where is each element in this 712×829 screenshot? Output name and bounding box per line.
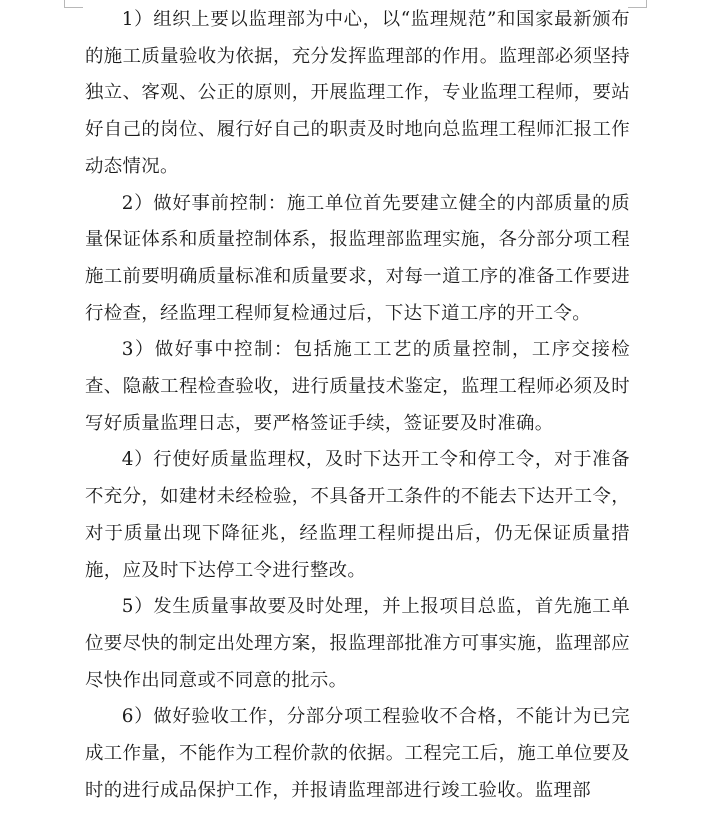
paragraph-4: 4）行使好质量监理权，及时下达开工令和停工令，对于准备不充分，如建材未经检验，不具备开工条件的不能去下达开工令，对于质量出现下降征兆，经监理工程师提出后，仍无保证质量措施，应及时下达停工令进行整改。 — [85, 449, 630, 581]
paragraph-6: 6）做好验收工作，分部分项工程验收不合格，不能计为已完成工作量，不能作为工程价款的依据。工程完工后，施工单位要及时的进行成品保护工作，并报请监理部进行竣工验收。监理部 — [85, 706, 630, 801]
paragraph-2: 2）做好事前控制：施工单位首先要建立健全的内部质量的质量保证体系和质量控制体系，报监理部监理实施，各分部分项工程施工前要明确质量标准和质量要求，对每一道工序的准备工作要进行检查，经监理工程师复检通过后，下达下道工序的开工令。 — [85, 192, 630, 324]
paragraph-1: 1）组织上要以监理部为中心，以“监理规范”和国家最新颁布的施工质量验收为依据，充分发挥监理部的作用。监理部必须坚持独立、客观、公正的原则，开展监理工作，专业监理工程师，要站好自己的岗位、履行好自己的职责及时地向总监理工程师汇报工作动态情况。 — [85, 9, 630, 177]
document-body — [85, 2, 630, 809]
paragraph-5: 5）发生质量事故要及时处理，并上报项目总监，首先施工单位要尽快的制定出处理方案，报监理部批准方可事实施，监理部应尽快作出同意或不同意的批示。 — [85, 596, 630, 691]
page-corner-mark-left — [64, 0, 83, 8]
paragraph-3: 3）做好事中控制：包括施工工艺的质量控制，工序交接检查、隐蔽工程检查验收，进行质量技术鉴定，监理工程师必须及时写好质量监理日志，要严格签证手续，签证要及时准确。 — [85, 339, 630, 434]
page-corner-mark-right — [628, 0, 647, 8]
